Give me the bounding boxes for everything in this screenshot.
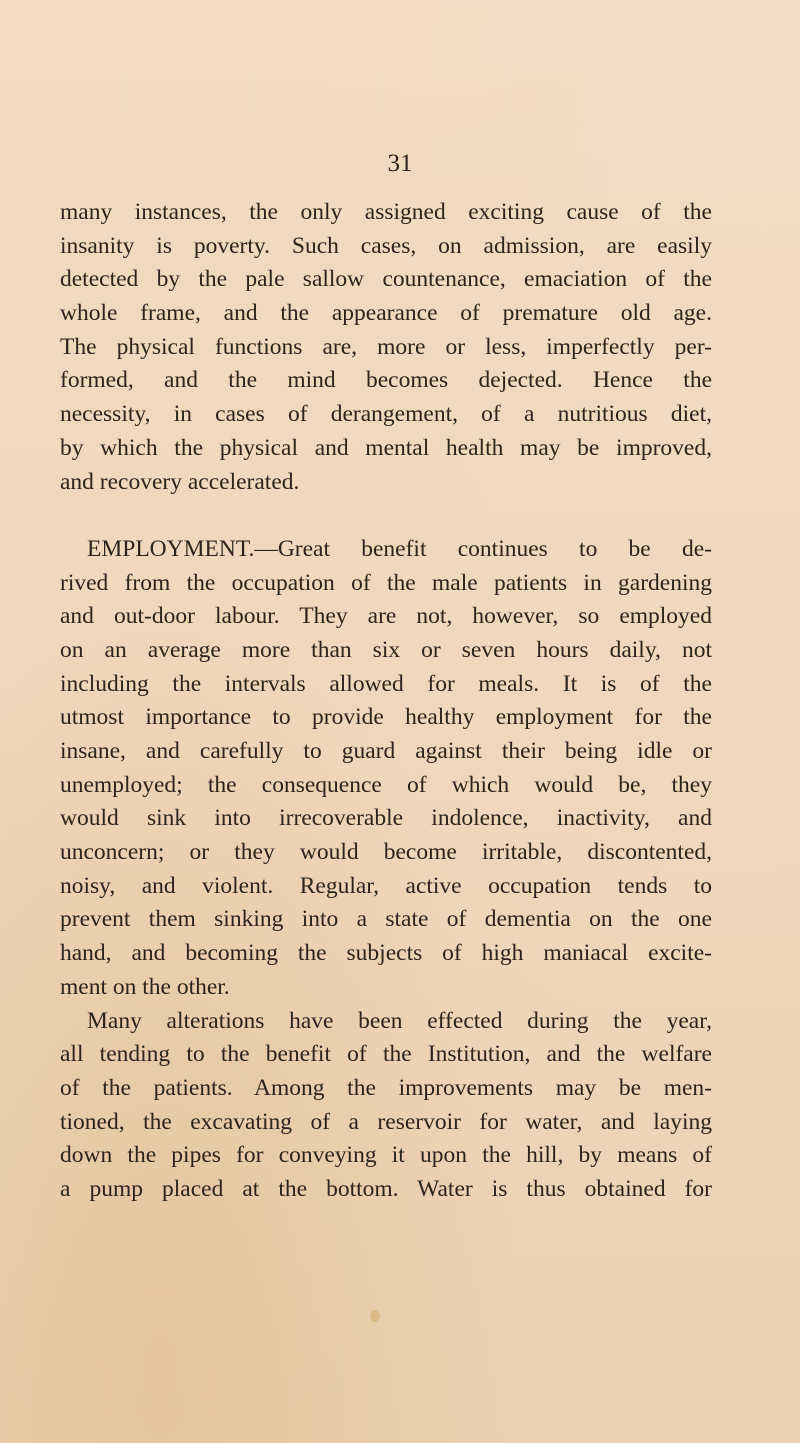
text-line: Many alterations have been effected during the year, (87, 1007, 712, 1034)
text-line: prevent them sinking into a state of dementia on the one (60, 906, 712, 933)
text-line: rived from the occupation of the male patients in gardening (60, 569, 712, 596)
text-line: ment on the other. (60, 973, 230, 1000)
body-text (60, 196, 712, 1207)
text-line: unconcern; or they would become irritable, discontented, (60, 839, 712, 866)
text-line: including the intervals allowed for meals. It is of the (60, 670, 712, 697)
text-line: detected by the pale sallow countenance, emaciation of the (60, 266, 712, 293)
paragraph-gap (60, 499, 712, 533)
text-line: by which the physical and mental health may be improved, (60, 434, 712, 461)
page-number: 31 (387, 150, 413, 177)
text-line: of the patients. Among the improvements may be men- (60, 1074, 712, 1101)
paragraph-employment (60, 533, 712, 1005)
paragraph-poverty (60, 196, 712, 499)
text-line: noisy, and violent. Regular, active occupation tends to (60, 872, 712, 899)
paper-stain (370, 1310, 380, 1322)
text-line: formed, and the mind becomes dejected. Hence the (60, 367, 712, 394)
text-line: whole frame, and the appearance of premature old age. (60, 300, 712, 327)
text-line: utmost importance to provide healthy employment for the (60, 704, 712, 731)
text-line: all tending to the benefit of the Institution, and the welfare (60, 1041, 712, 1068)
text-line: insanity is poverty. Such cases, on admission, are easily (60, 232, 712, 259)
text-line: and out-door labour. They are not, however, so employed (60, 603, 712, 630)
text-line: would sink into irrecoverable indolence, inactivity, and (60, 805, 712, 832)
text-line: and recovery accelerated. (60, 468, 300, 495)
section-heading-line: EMPLOYMENT.—Great benefit continues to be de- (87, 535, 712, 562)
text-line: unemployed; the consequence of which would be, they (60, 771, 712, 798)
text-line: down the pipes for conveying it upon the hill, by means of (60, 1142, 712, 1169)
text-line: insane, and carefully to guard against their being idle or (60, 738, 712, 764)
text-line: many instances, the only assigned exciting cause of the (60, 199, 712, 225)
text-line: necessity, in cases of derangement, of a nutritious diet, (60, 401, 712, 428)
text-line: a pump placed at the bottom. Water is thus obtained for (60, 1175, 712, 1202)
text-line: on an average more than six or seven hours daily, not (60, 636, 712, 663)
text-line: The physical functions are, more or less, imperfectly per- (60, 333, 712, 360)
paragraph-alterations (60, 1005, 712, 1207)
text-line: tioned, the excavating of a reservoir for water, and laying (60, 1108, 712, 1135)
text-line: hand, and becoming the subjects of high maniacal excite- (60, 940, 712, 967)
